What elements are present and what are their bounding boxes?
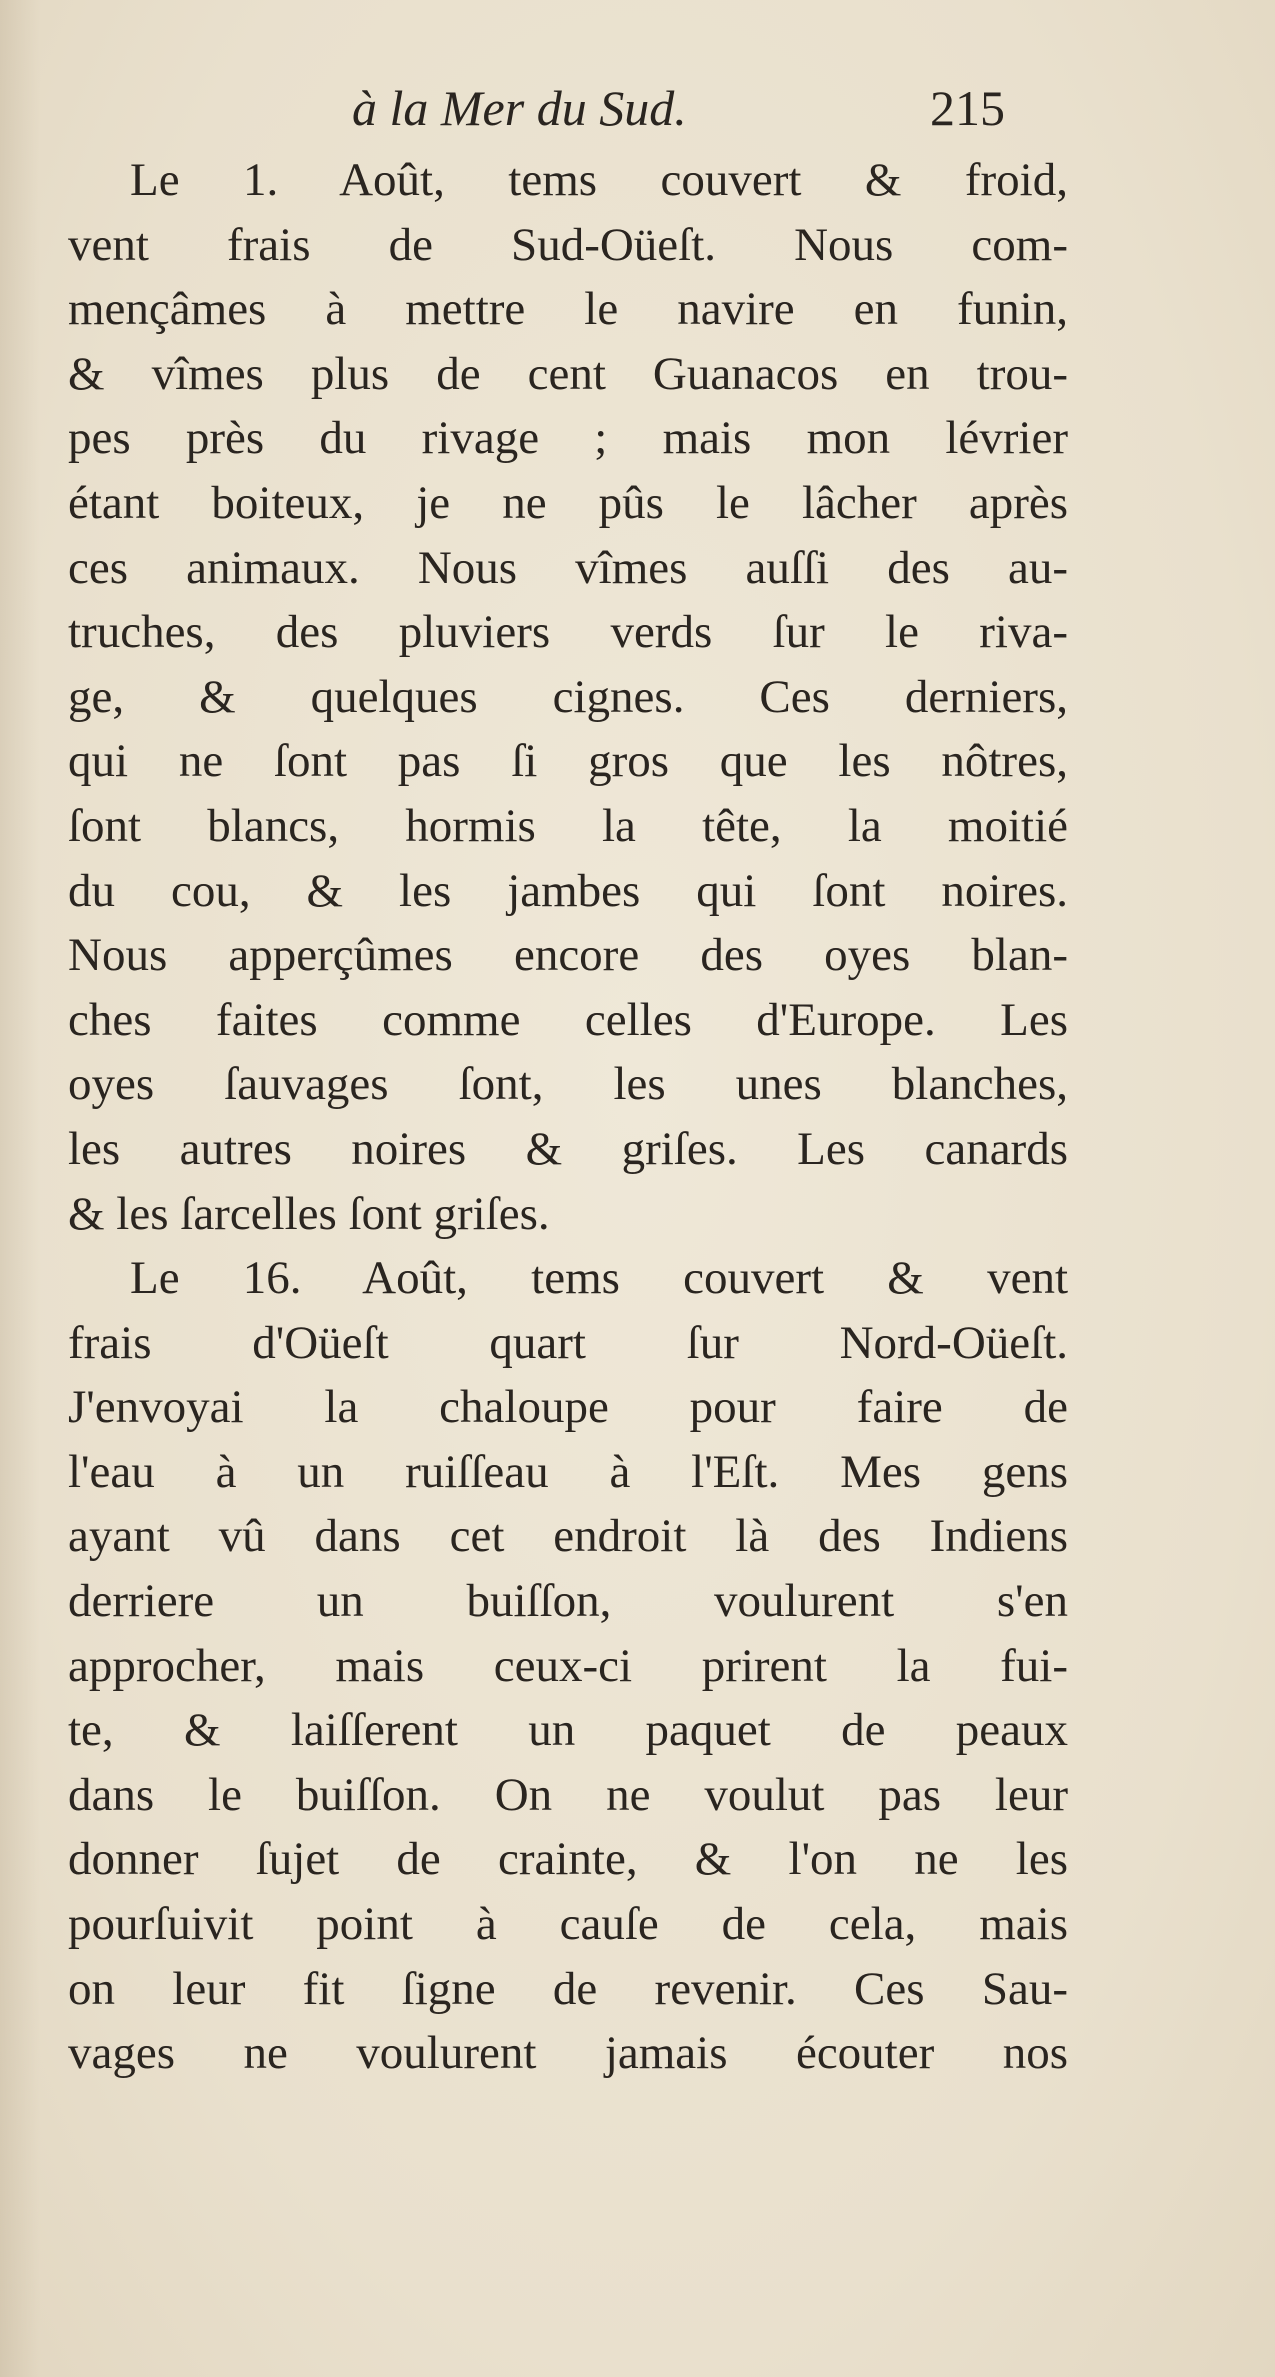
text-line: Le 16. Août, tems couvert & vent	[130, 1252, 1068, 1305]
text-line: ces animaux. Nous vîmes auſſi des au-	[68, 541, 1068, 594]
text-line: pourſuivit point à cauſe de cela, mais	[68, 1898, 1068, 1951]
text-line: ches faites comme celles d'Europe. Les	[68, 993, 1068, 1046]
running-title: à la Mer du Sud.	[352, 80, 687, 136]
text-line: truches, des pluviers verds ſur le riva-	[68, 606, 1068, 659]
text-line: oyes ſauvages ſont, les unes blanches,	[68, 1058, 1068, 1111]
text-line: Nous apperçûmes encore des oyes blan-	[68, 929, 1068, 982]
text-line: te, & laiſſerent un paquet de peaux	[68, 1704, 1068, 1757]
body-text	[68, 148, 1068, 2086]
text-line: l'eau à un ruiſſeau à l'Eſt. Mes gens	[68, 1445, 1068, 1498]
page-header	[0, 78, 1275, 148]
text-line: J'envoyai la chaloupe pour faire de	[68, 1381, 1068, 1434]
text-line: & vîmes plus de cent Guanacos en trou-	[68, 347, 1068, 400]
text-line: étant boiteux, je ne pûs le lâcher après	[68, 476, 1068, 529]
text-line: ayant vû dans cet endroit là des Indiens	[68, 1510, 1068, 1563]
text-line: Le 1. Août, tems couvert & froid,	[130, 154, 1068, 206]
text-line: qui ne ſont pas ſi gros que les nôtres,	[68, 735, 1068, 788]
text-line: approcher, mais ceux-ci prirent la fui-	[68, 1639, 1068, 1692]
text-line: pes près du rivage ; mais mon lévrier	[68, 412, 1068, 465]
text-line: ge, & quelques cignes. Ces derniers,	[68, 670, 1068, 723]
text-line: du cou, & les jambes qui ſont noires.	[68, 864, 1068, 917]
text-line: vent frais de Sud-Oüeſt. Nous com-	[68, 218, 1068, 271]
text-line: & les ſarcelles ſont griſes.	[68, 1187, 550, 1240]
text-line: dans le buiſſon. On ne voulut pas leur	[68, 1768, 1068, 1821]
gutter-shadow	[0, 0, 40, 2377]
text-line: frais d'Oüeſt quart ſur Nord-Oüeſt.	[68, 1316, 1068, 1369]
text-line: derriere un buiſſon, voulurent s'en	[68, 1575, 1068, 1628]
page-number: 215	[930, 80, 1005, 136]
text-line: ſont blancs, hormis la tête, la moitié	[68, 799, 1068, 852]
text-line: donner ſujet de crainte, & l'on ne les	[68, 1833, 1068, 1886]
text-line: mençâmes à mettre le navire en funin,	[68, 283, 1068, 336]
text-line: on leur fit ſigne de revenir. Ces Sau-	[68, 1962, 1068, 2015]
text-line: vages ne voulurent jamais écouter nos	[68, 2027, 1068, 2080]
text-line: les autres noires & griſes. Les canards	[68, 1122, 1068, 1175]
